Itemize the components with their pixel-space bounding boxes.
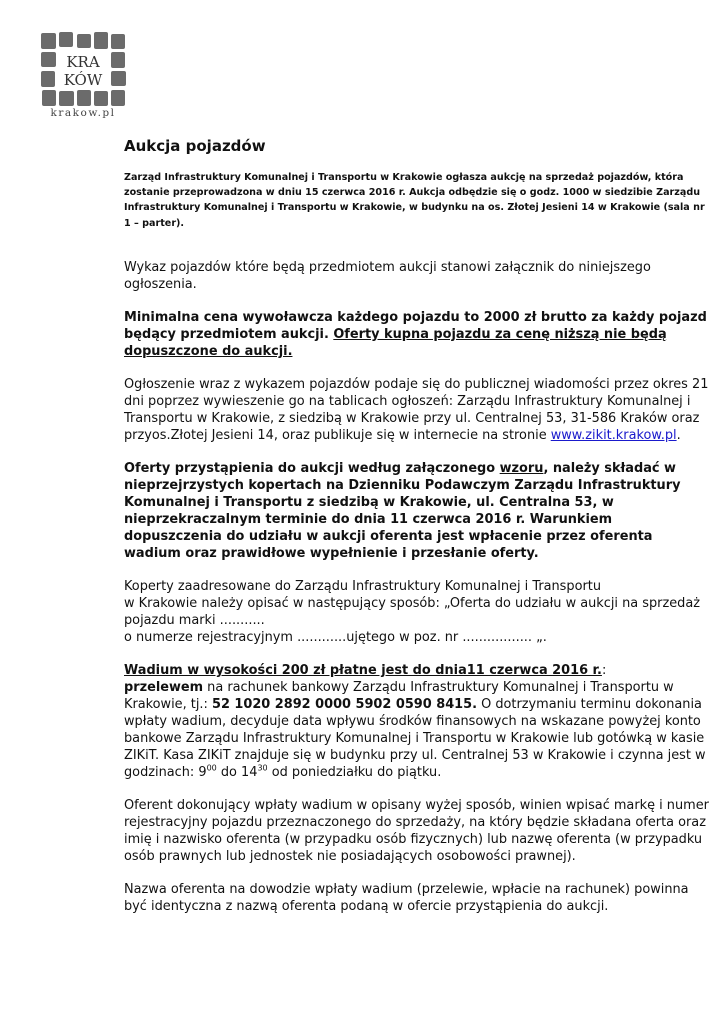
deposit-colon: : <box>601 662 607 678</box>
paragraph-payer-info: Oferent dokonujący wpłaty wadium w opisany wyżej sposób, winien wpisać markę i numer rejestracyjny pojazdu przeznaczonego do sprzedaży, na który będzie składana oferta oraz imię i nazwisko oferenta (w przypadku osób fizycznych) lub nazwę oferenta (w przypadku osób prawnych lub jednostek nie posiadających osobowości prawnej). <box>124 797 709 864</box>
envelopes-line3: o numerze rejestracyjnym ............ujętego w poz. nr ................. „. <box>124 629 547 645</box>
deposit-text3: do 14 <box>216 764 258 780</box>
hours-close-sup: 30 <box>257 763 268 773</box>
deposit-text2: O dotrzymaniu terminu dokonania wpłaty wadium, decyduje data wpływu środków finansowych na wskazane powyżej konto bankowe Zarządu Infrastruktury Komunalnej i Transportu w Krakowie lub gotówką w kasie ZIKiT. Kasa ZIKiT znajduje się w budynku przy ul. Centralnej 53 w Krakowie i czynna jest w godzinach: 9 <box>124 696 706 780</box>
bank-account-number: 52 1020 2892 0000 5902 0590 8415. <box>211 696 477 712</box>
krakow-logo-mark <box>37 30 129 108</box>
page-title: Aukcja pojazdów <box>124 137 266 155</box>
envelopes-line1: Koperty zaadresowane do Zarządu Infrastruktury Komunalnej i Transportu <box>124 578 601 594</box>
paragraph-offers <box>124 460 709 562</box>
offer-form-link[interactable]: wzoru <box>499 460 544 476</box>
offers-text-before: Oferty przystąpienia do aukcji według załączonego <box>124 460 500 476</box>
offers-text-after: , należy składać w nieprzejrzystych kopertach na Dzienniku Podawczym Zarządu Infrastruktury Komunalnej i Transportu z siedzibą w Krakowie, ul. Centralna 53, w nieprzekraczalnym terminie do dnia 11 czerwca 2016 r. Warunkiem dopuszczenia do udziału w aukcji oferenta jest wpłacenie przez oferenta wadium oraz prawidłowe wypełnienie i przesłanie oferty. <box>124 460 681 561</box>
zikit-website-link[interactable]: www.zikit.krakow.pl <box>550 427 677 443</box>
envelopes-line2: w Krakowie należy opisać w następujący sposób: „Oferta do udziału w aukcji na sprzedaż pojazdu marki ........... <box>124 595 700 628</box>
deposit-text1: na rachunek bankowy Zarządu Infrastruktury Komunalnej i Transportu w Krakowie, tj.: <box>124 679 674 712</box>
announcement-text: Ogłoszenie wraz z wykazem pojazdów podaje się do publicznej wiadomości przez okres 21 dni poprzez wywieszenie go na tablicach ogłoszeń: Zarządu Infrastruktury Komunalnej i Transportu w Krakowie, z siedzibą w Krakowie przy ul. Centralnej 53, 31-586 Kraków oraz przyos.Złotej Jesieni 14, oraz publikuje się w internecie na stronie <box>124 376 709 443</box>
paragraph-minimum-price <box>124 309 709 360</box>
deposit-heading: Wadium w wysokości 200 zł płatne jest do dnia11 czerwca 2016 r. <box>124 662 602 678</box>
paragraph-vehicle-list: Wykaz pojazdów które będą przedmiotem aukcji stanowi załącznik do niniejszego ogłoszenia. <box>124 259 651 292</box>
intro-paragraph: Zarząd Infrastruktury Komunalnej i Transportu w Krakowie ogłasza aukcję na sprzedaż pojazdów, która zostanie przeprowadzona w dniu 15 czerwca 2016 r. Aukcja odbędzie się o godz. 1000 w siedzibie Zarządu Infrastruktury Komunalnej i Transportu w Krakowie, w budynku na os. Złotej Jesieni 14 w Krakowie (sala nr 1 – parter). <box>124 172 705 229</box>
document-body <box>124 136 709 915</box>
paragraph-deposit <box>124 662 709 781</box>
deposit-transfer: przelewem <box>124 679 204 695</box>
deposit-text4: od poniedziałku do piątku. <box>267 764 442 780</box>
announcement-end: . <box>676 427 681 443</box>
minimum-price-text: Minimalna cena wywoławcza każdego pojazdu to 2000 zł brutto za każdy pojazd będący przedmiotem aukcji. <box>124 309 707 342</box>
logo-text-line1: KRA <box>66 53 100 71</box>
logo-url: krakow.pl <box>50 107 116 119</box>
paragraph-payer-name: Nazwa oferenta na dowodzie wpłaty wadium (przelewie, wpłacie na rachunek) powinna być identyczna z nazwą oferenta podaną w ofercie przystąpienia do aukcji. <box>124 881 689 914</box>
hours-open-sup: 00 <box>206 763 217 773</box>
paragraph-envelopes <box>124 578 709 646</box>
minimum-price-note: Oferty kupna pojazdu za cenę niższą nie będą dopuszczone do aukcji. <box>124 326 667 359</box>
paragraph-announcement <box>124 376 709 444</box>
logo-text-line2: KÓW <box>63 71 103 89</box>
